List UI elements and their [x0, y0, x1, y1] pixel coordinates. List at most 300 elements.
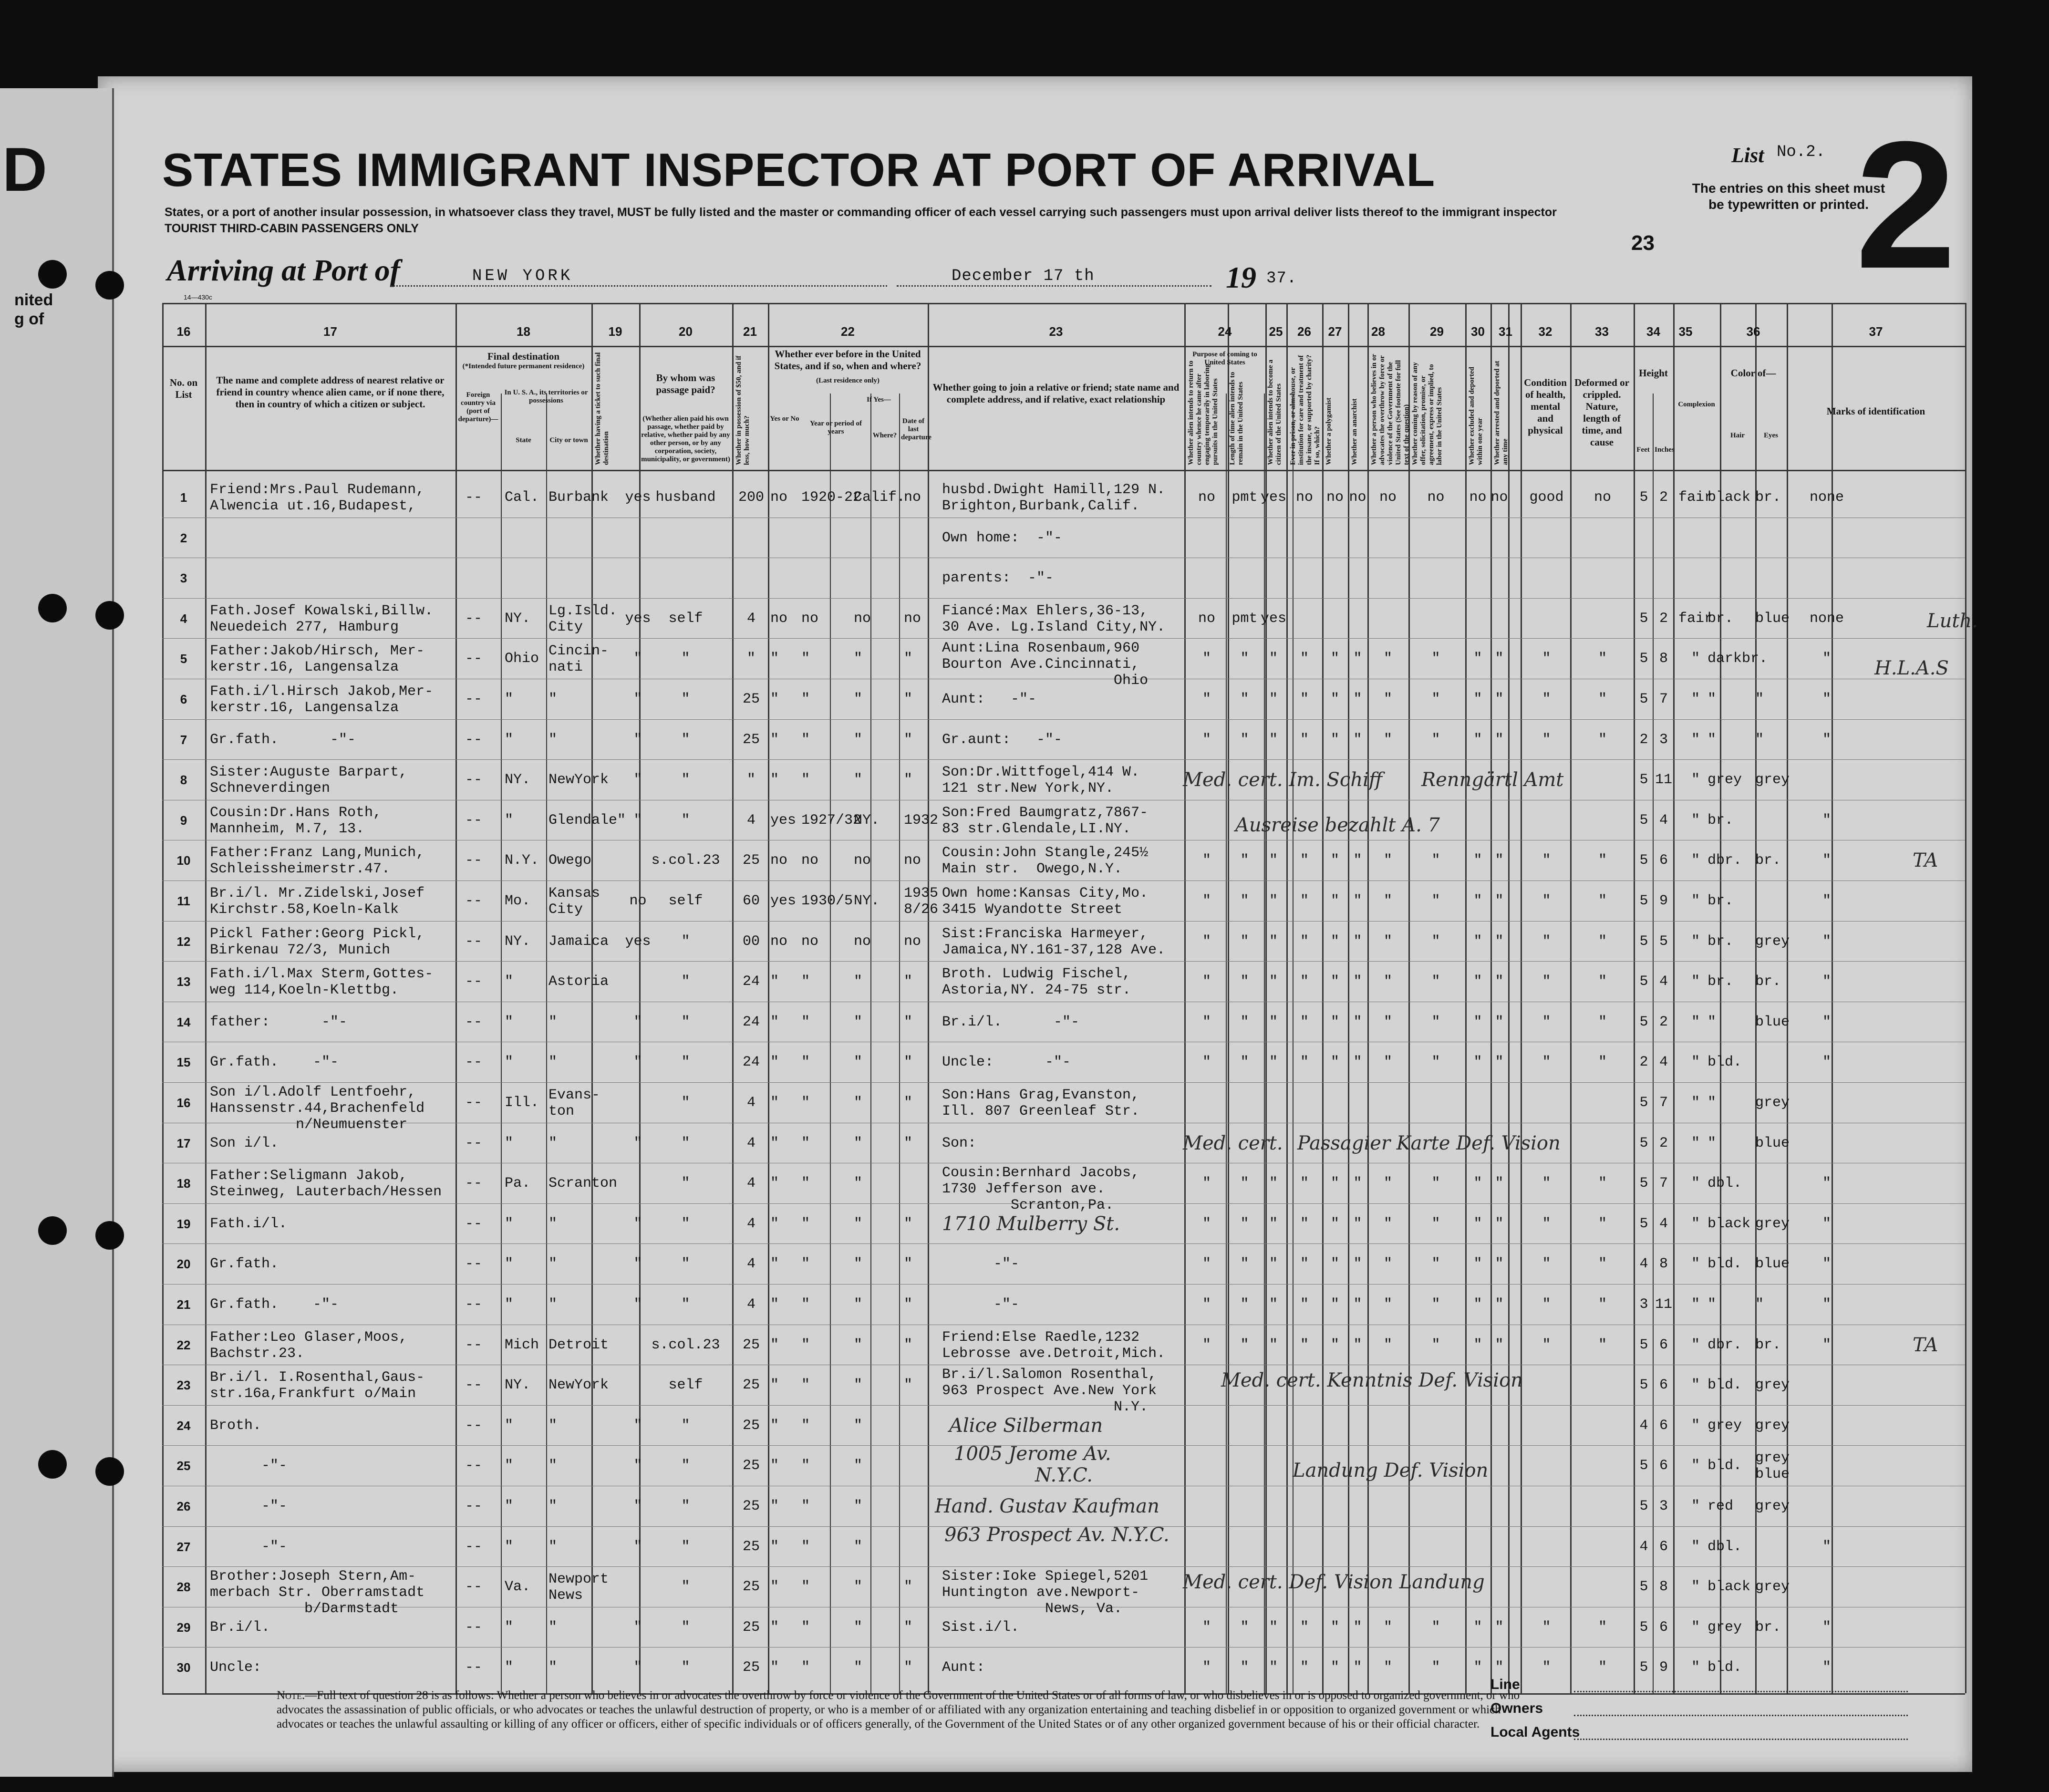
cell-comp: " [1691, 1175, 1700, 1192]
cell-comp: " [1691, 1458, 1700, 1474]
column-header: Final destination [487, 351, 560, 362]
cell-pb: " [1240, 893, 1249, 909]
cell-health: " [1542, 1215, 1551, 1232]
cell-def: " [1598, 893, 1607, 909]
column-number: 34 [1646, 324, 1660, 339]
cell-money: 24 [742, 1054, 760, 1071]
column-header: State [516, 436, 531, 444]
row-number: 5 [180, 652, 187, 666]
cell-paid: s.col.23 [651, 852, 720, 869]
cell-marks: " [1822, 651, 1831, 667]
cell-q29: " [1431, 893, 1440, 909]
cell-health: " [1542, 1014, 1551, 1030]
cell-where: Calif. [854, 489, 906, 506]
cell-hair: " [1708, 1014, 1717, 1030]
cell-tkt: " [633, 1458, 642, 1474]
cell-hair: grey [1708, 1619, 1742, 1636]
column-header: Condition of health, mental and physical [1524, 377, 1567, 436]
row-number: 28 [176, 1580, 191, 1595]
cell-per: " [801, 772, 810, 788]
cell-prison: " [1300, 974, 1309, 990]
cell-eyes: br. [1755, 1619, 1781, 1636]
subcolumn-rule [1226, 394, 1227, 1693]
cell-money: 25 [742, 1579, 760, 1595]
cell-per: " [801, 1336, 810, 1353]
cell-q28: " [1383, 1619, 1392, 1636]
cell-pb: " [1240, 1296, 1249, 1313]
cell-dep: " [904, 974, 913, 990]
cell-money: 4 [746, 1215, 755, 1232]
cell-per: 1927/32 [801, 812, 862, 829]
cell-join: Cousin:Bernhard Jacobs, 1730 Jefferson ave. Scranton,Pa. [942, 1165, 1140, 1214]
cell-paid: " [681, 1256, 690, 1273]
cell-def: no [1594, 489, 1611, 506]
cell-q31: " [1495, 691, 1504, 707]
cell-join: Own home: -"- [942, 529, 1063, 546]
cell-health: " [1542, 1054, 1551, 1071]
cell-def: " [1598, 731, 1607, 748]
cell-where: " [854, 1619, 863, 1636]
cell-yn: " [770, 974, 779, 990]
cell-money: 25 [742, 1498, 760, 1514]
instructions-text [165, 204, 1643, 237]
column-rule [455, 303, 457, 1693]
column-rule [1286, 303, 1288, 1693]
cell-dep: " [904, 1256, 913, 1273]
line-rule [1574, 1691, 1908, 1692]
handwritten-annotation: 1005 Jerome Av. [954, 1443, 1111, 1465]
subcolumn-rule [899, 394, 900, 1693]
cell-dep: no [904, 489, 921, 506]
punch-hole [38, 594, 67, 622]
cell-where: " [854, 651, 863, 667]
cell-hair: dbl. [1708, 1538, 1742, 1555]
column-header: Complexion [1678, 401, 1715, 408]
cell-yn: " [770, 1256, 779, 1273]
cell-per: " [801, 1619, 810, 1636]
row-number: 2 [180, 530, 187, 545]
cell-rel: Br.i/l. [210, 1619, 270, 1636]
cell-via: -- [465, 1619, 483, 1636]
column-header: Eyes [1764, 432, 1778, 439]
cell-city: Detroit [548, 1336, 609, 1353]
cell-yn: yes [770, 893, 797, 909]
row-number: 6 [180, 692, 187, 706]
cell-dep: 1932 [904, 812, 939, 829]
cell-ft: 2 [1639, 731, 1648, 748]
subcolumn-rule [830, 394, 831, 1693]
cell-rel: Friend:Mrs.Paul Rudemann, Alwencia ut.16,Budapest, [210, 482, 425, 514]
cell-def: " [1598, 651, 1607, 667]
column-rule [1408, 303, 1410, 1693]
column-rule [1348, 303, 1349, 1693]
cell-money: 25 [742, 1458, 760, 1474]
cell-per: " [801, 1377, 810, 1394]
cell-join: parents: -"- [942, 570, 1054, 587]
column-number: 36 [1746, 324, 1760, 339]
cell-per: " [801, 1417, 810, 1434]
cell-anar: " [1353, 1175, 1362, 1192]
cell-money: 4 [746, 1296, 755, 1313]
cell-dep: " [904, 1619, 913, 1636]
cell-via: -- [465, 1215, 483, 1232]
column-header-vertical: Whether in possession of $50, and if less, how much? [735, 355, 751, 465]
cell-money: 4 [746, 1095, 755, 1111]
row-number: 11 [177, 894, 190, 908]
row-number: 17 [176, 1136, 191, 1150]
cell-rel: Br.i/l. I.Rosenthal,Gaus- str.16a,Frankfurt o/Main [210, 1369, 425, 1402]
cell-ft: 5 [1639, 1619, 1648, 1636]
cell-eyes: grey [1755, 933, 1790, 950]
column-number: 21 [743, 324, 757, 339]
cell-q29: " [1431, 1215, 1440, 1232]
cell-ft: 4 [1639, 1256, 1648, 1273]
cell-via: -- [465, 1175, 483, 1192]
cell-q28: " [1383, 1336, 1392, 1353]
column-header: Inches [1655, 446, 1675, 454]
cell-marks: " [1822, 812, 1831, 829]
cell-st: Cal. [505, 489, 539, 506]
cell-eyes: " [1755, 691, 1764, 707]
cell-st: NY. [505, 933, 531, 950]
cell-city: " [548, 1417, 558, 1434]
cell-where: " [854, 1175, 863, 1192]
cell-via: -- [465, 610, 483, 627]
handwritten-annotation: 963 Prospect Av. N.Y.C. [944, 1523, 1169, 1546]
list-label: List [1731, 144, 1764, 167]
cell-q30: " [1473, 974, 1482, 990]
cell-q28: " [1383, 933, 1392, 950]
cell-q31: " [1495, 1619, 1504, 1636]
cell-paid: " [681, 974, 690, 990]
cell-yn: " [770, 731, 779, 748]
cell-rel: -"- [210, 1498, 288, 1514]
cell-tkt: no [629, 893, 647, 909]
cell-prison: " [1300, 1175, 1309, 1192]
cell-dep: " [904, 1014, 913, 1030]
row-number: 14 [176, 1015, 191, 1029]
row-number: 9 [180, 813, 187, 828]
cell-pb: " [1240, 974, 1249, 990]
cell-eyes: grey [1755, 1579, 1790, 1595]
cell-hair: grey [1708, 772, 1742, 788]
row-number: 1 [180, 490, 187, 505]
row-number: 23 [176, 1378, 191, 1393]
cell-pb: " [1240, 1175, 1249, 1192]
cell-q30: " [1473, 1054, 1482, 1071]
column-rule [1490, 303, 1492, 1693]
footer-form-code: 14—430 [1142, 1778, 1168, 1786]
cell-st: " [505, 1458, 514, 1474]
cell-hair: black [1708, 1579, 1751, 1595]
row-rule [162, 921, 1965, 922]
cell-in: 8 [1659, 651, 1668, 667]
column-header: Deformed or crippled. Nature, length of time, and cause [1574, 377, 1629, 448]
cell-q31: " [1495, 1014, 1504, 1030]
cell-pc: " [1269, 651, 1278, 667]
column-number: 35 [1678, 324, 1693, 339]
cell-q31: " [1495, 1659, 1504, 1676]
cell-poly: " [1330, 651, 1339, 667]
cell-pc: " [1269, 1175, 1278, 1192]
cell-tkt: " [633, 651, 642, 667]
cell-eyes: br. [1755, 974, 1781, 990]
row-rule [162, 961, 1965, 962]
cell-where: " [854, 1498, 863, 1514]
cell-pa: " [1202, 1014, 1211, 1030]
cell-poly: " [1330, 1054, 1339, 1071]
punch-hole [95, 601, 124, 630]
cell-pc: " [1269, 1619, 1278, 1636]
cell-ft: 5 [1639, 1336, 1648, 1353]
column-header: Where? [872, 432, 897, 439]
cell-anar: " [1353, 1014, 1362, 1030]
column-header-vertical: Whether an anarchist [1351, 398, 1358, 465]
cell-def: " [1598, 974, 1607, 990]
cell-anar: no [1349, 489, 1366, 506]
cell-q30: no [1469, 489, 1487, 506]
cell-where: " [854, 1296, 863, 1313]
cell-yn: no [770, 610, 788, 627]
cell-st: " [505, 1054, 514, 1071]
cell-comp: " [1691, 731, 1700, 748]
cell-money: 25 [742, 731, 760, 748]
cell-where: " [854, 1054, 863, 1071]
cell-city: " [548, 1498, 558, 1514]
cell-q29: " [1431, 1336, 1440, 1353]
cell-join: Sister:Ioke Spiegel,5201 Huntington ave.Newport- News, Va. [942, 1568, 1149, 1617]
cell-pb: " [1240, 1054, 1249, 1071]
cell-anar: " [1353, 691, 1362, 707]
cell-in: 2 [1659, 1014, 1668, 1030]
cell-health: " [1542, 1296, 1551, 1313]
cell-st: NY. [505, 1377, 531, 1394]
column-number: 23 [1049, 324, 1063, 339]
column-header: Feet [1636, 446, 1650, 454]
cell-pc: " [1269, 1054, 1278, 1071]
column-rule [639, 303, 641, 1693]
cell-money: 25 [742, 1336, 760, 1353]
cell-health: " [1542, 933, 1551, 950]
cell-rel: Gr.fath. [210, 1256, 279, 1273]
cell-tkt: " [633, 1296, 642, 1313]
cell-comp: " [1691, 1095, 1700, 1111]
cell-eyes: grey [1755, 1377, 1790, 1394]
column-number: 30 [1471, 324, 1485, 339]
cell-per: " [801, 1579, 810, 1595]
cell-pa: " [1202, 1296, 1211, 1313]
cell-yn: " [770, 1296, 779, 1313]
cell-via: -- [465, 1135, 483, 1151]
cell-yn: " [770, 1054, 779, 1071]
cell-yn: " [770, 1417, 779, 1434]
footnote-text: —Full text of question 28 is as follows: Whether a person who believes in or advocates the overthrow by force or violence of the Government of the United States or of all forms of law, or who disbelieves in or is opposed to organized government, or who advocates the assassination of public officials, or who advocates or teaches the unlawful destruction of property, or who is a member of or affiliated with any organization entertaining and teaching disbelief in or opposition to organized government or which advocates or teaches the unlawful assaulting or killing of any officer or officers, either of specific individuals or of officers generally, of the Government of the United States or of any other organized government because of his or their official character. [277, 1689, 1520, 1730]
subcolumn-rule [1653, 394, 1654, 1693]
cell-health: " [1542, 731, 1551, 748]
cell-health: " [1542, 691, 1551, 707]
cell-pc: " [1269, 1336, 1278, 1353]
cell-pa: " [1202, 1175, 1211, 1192]
cell-per: " [801, 1538, 810, 1555]
cell-in: 3 [1659, 1498, 1668, 1514]
cell-marks: none [1809, 489, 1844, 506]
cell-join: Aunt: [942, 1659, 985, 1676]
handwritten-annotation: Landung Def. Vision [1293, 1460, 1489, 1482]
column-rule [1265, 303, 1267, 1693]
cell-eyes: br. [1755, 489, 1781, 506]
cell-st: " [505, 1296, 514, 1313]
subcolumn-rule [501, 394, 502, 1693]
cell-q28: " [1383, 1175, 1392, 1192]
cell-city: " [548, 1296, 558, 1313]
column-header-vertical: Whether a polygamist [1325, 397, 1333, 465]
cell-pb: " [1240, 731, 1249, 748]
cell-paid: " [681, 1498, 690, 1514]
column-number: 33 [1595, 324, 1609, 339]
page-number: 2 [1855, 104, 1956, 306]
handwritten-annotation: Med. cert. [1183, 1132, 1283, 1154]
cell-money: 25 [742, 1417, 760, 1434]
row-number: 29 [176, 1620, 191, 1635]
cell-hair: dbl. [1708, 1175, 1742, 1192]
cell-hair: br. [1708, 812, 1734, 829]
cell-q29: " [1431, 1175, 1440, 1192]
cell-hair: grey [1708, 1417, 1742, 1434]
cell-in: 2 [1659, 610, 1668, 627]
cell-q28: " [1383, 893, 1392, 909]
cell-where: " [854, 772, 863, 788]
cell-city: Evans- ton [548, 1087, 600, 1119]
row-rule [162, 719, 1965, 720]
line-label: Line [1490, 1677, 1520, 1692]
cell-per: " [801, 1135, 810, 1151]
cell-q28: " [1383, 691, 1392, 707]
cell-join: Aunt:Lina Rosenbaum,960 Bourton Ave.Cincinnati, Ohio [942, 640, 1149, 689]
cell-tkt: " [633, 1498, 642, 1514]
punch-hole [95, 1221, 124, 1250]
cell-pc: yes [1260, 489, 1286, 506]
column-rule [591, 303, 593, 1693]
cell-hair: black [1708, 1215, 1751, 1232]
cell-via: -- [465, 1014, 483, 1030]
cell-rel: Son i/l. [210, 1135, 279, 1151]
cell-money: 4 [746, 812, 755, 829]
cell-paid: s.col.23 [651, 1336, 720, 1353]
cell-poly: " [1330, 933, 1339, 950]
cell-comp: " [1691, 1215, 1700, 1232]
cell-yn: " [770, 1498, 779, 1514]
cell-st: Ill. [505, 1095, 539, 1111]
cell-per: " [801, 1175, 810, 1192]
cell-paid: " [681, 772, 690, 788]
cell-q28: " [1383, 1256, 1392, 1273]
column-header-vertical: Whether a person who believes in or advocates the overthrow by force or violence of the Government of the United States (See footnote for full text of the question) [1370, 354, 1410, 465]
cell-poly: " [1330, 1175, 1339, 1192]
cell-pc: " [1269, 691, 1278, 707]
cell-yn: " [770, 1175, 779, 1192]
cell-where: " [854, 1377, 863, 1394]
cell-via: -- [465, 1296, 483, 1313]
column-number: 27 [1328, 324, 1342, 339]
cell-paid: " [681, 1175, 690, 1192]
cell-q31: " [1495, 1054, 1504, 1071]
cell-rel: Broth. [210, 1417, 262, 1434]
cell-q31: no [1490, 489, 1508, 506]
cell-in: 11 [1655, 772, 1672, 788]
punch-hole [95, 271, 124, 300]
cell-join: Gr.aunt: -"- [942, 731, 1063, 748]
local-agents-label: Local Agents [1490, 1724, 1580, 1740]
cell-city: " [548, 1256, 558, 1273]
cell-prison: " [1300, 1296, 1309, 1313]
cell-via: -- [465, 893, 483, 909]
cell-pa: " [1202, 731, 1211, 748]
cell-poly: " [1330, 731, 1339, 748]
cell-poly: no [1326, 489, 1344, 506]
cell-dep: " [904, 1215, 913, 1232]
cell-city: " [548, 1659, 558, 1676]
cell-prison: " [1300, 731, 1309, 748]
handwritten-annotation: Luth. [1927, 610, 1978, 632]
cell-where: " [854, 1336, 863, 1353]
cell-join: Friend:Else Raedle,1232 Lebrosse ave.Detroit,Mich. [942, 1329, 1166, 1362]
punch-hole [95, 1457, 124, 1486]
column-header-vertical: Whether alien intends to become a citizen of the United States [1267, 360, 1283, 465]
cell-def: " [1598, 691, 1607, 707]
cell-dep: " [904, 691, 913, 707]
cell-health: " [1542, 852, 1551, 869]
cell-st: " [505, 1659, 514, 1676]
cell-ft: 2 [1639, 1054, 1648, 1071]
cell-in: 7 [1659, 1175, 1668, 1192]
cell-q30: " [1473, 651, 1482, 667]
row-number: 10 [176, 853, 191, 868]
cell-health: " [1542, 1256, 1551, 1273]
cell-prison: " [1300, 691, 1309, 707]
cell-q28: " [1383, 1014, 1392, 1030]
cell-ft: 5 [1639, 893, 1648, 909]
cell-q30: " [1473, 1296, 1482, 1313]
cell-city: Kansas City [548, 885, 600, 918]
cell-q31: " [1495, 852, 1504, 869]
cell-eyes: blue [1755, 1256, 1790, 1273]
cell-join: -"- [942, 1256, 1020, 1273]
previous-page-fragment: nited [14, 291, 53, 309]
handwritten-annotation: Renngärtl Amt [1421, 769, 1564, 791]
cell-pb: " [1240, 1014, 1249, 1030]
column-rule [1367, 303, 1369, 1693]
row-rule [162, 638, 1965, 639]
cell-pb: " [1240, 1336, 1249, 1353]
cell-hair: bld. [1708, 1256, 1742, 1273]
column-rule [1228, 303, 1229, 1693]
cell-eyes: br. [1755, 852, 1781, 869]
cell-hair: red [1708, 1498, 1734, 1514]
cell-ft: 5 [1639, 812, 1648, 829]
cell-st: " [505, 1538, 514, 1555]
cell-hair: darkbr. [1708, 651, 1768, 667]
row-number: 26 [176, 1499, 191, 1513]
cell-poly: " [1330, 1014, 1339, 1030]
cell-q31: " [1495, 974, 1504, 990]
cell-rel: Fath.i/l.Hirsch Jakob,Mer- kerstr.16, Langensalza [210, 684, 434, 716]
cell-dep: no [904, 852, 921, 869]
cell-q28: " [1383, 852, 1392, 869]
cell-in: 3 [1659, 731, 1668, 748]
cell-via: -- [465, 651, 483, 667]
cell-prison: " [1300, 1659, 1309, 1676]
cell-st: " [505, 812, 514, 829]
